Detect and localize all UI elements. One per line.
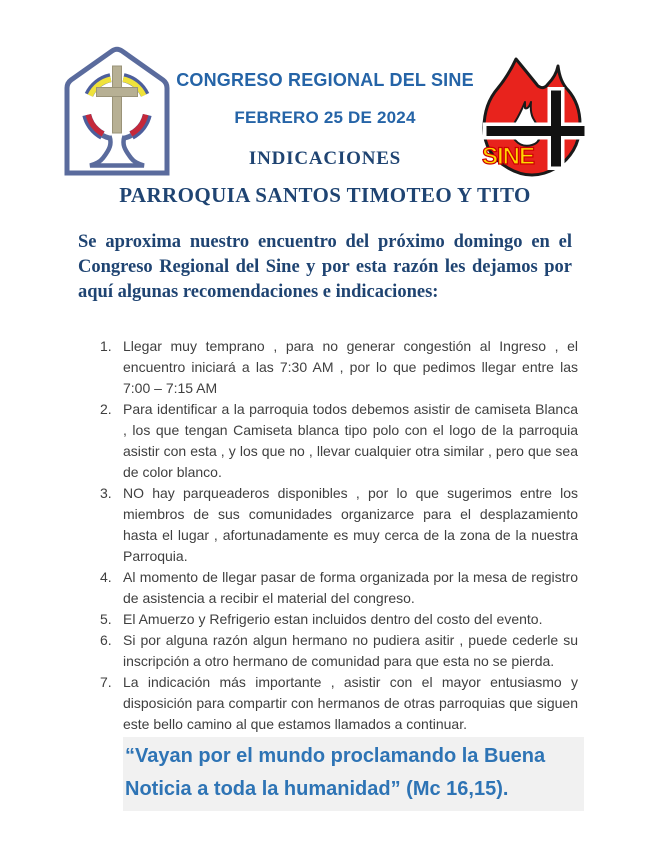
list-item (100, 399, 578, 483)
congress-title: CONGRESO REGIONAL DEL SINE (176, 70, 474, 90)
item-text: El Amuerzo y Refrigerio estan incluidos dentro del costo del evento. (123, 611, 543, 627)
item-text: Llegar muy temprano , para no generar congestión al Ingreso , el encuentro iniciará a las 7:30 AM , por lo que pedimos llegar entre las 7:00 – 7:15 AM (123, 338, 578, 396)
list-item (100, 483, 578, 567)
indications-list (100, 336, 578, 735)
item-number: 6. (100, 632, 112, 648)
document-header (0, 0, 650, 230)
list-item (100, 630, 578, 672)
item-number: 3. (100, 485, 112, 501)
sine-flame-logo-icon (474, 56, 590, 182)
item-text: Al momento de llegar pasar de forma organizada por la mesa de registro de asistencia a recibir el material del congreso. (123, 569, 578, 606)
list-item (100, 567, 578, 609)
list-item (100, 609, 578, 630)
item-number: 5. (100, 611, 112, 627)
item-number: 7. (100, 674, 112, 690)
item-text: Si por alguna razón algun hermano no pudiera asitir , puede cederle su inscripción a otro hermano de comunidad para que esta no se pierda. (123, 632, 578, 669)
parish-heading: PARROQUIA SANTOS TIMOTEO Y TITO (119, 183, 531, 207)
item-number: 2. (100, 401, 112, 417)
list-item (100, 672, 578, 735)
item-number: 1. (100, 338, 112, 354)
item-text: NO hay parqueaderos disponibles , por lo que sugerimos entre los miembros de sus comunidades organizarce para el desplazamiento hasta el lugar , afortunadamente es muy cerca de la zona de la nuestra Parroquia. (123, 485, 578, 564)
item-number: 4. (100, 569, 112, 585)
event-date: FEBRERO 25 DE 2024 (234, 108, 416, 127)
item-text: Para identificar a la parroquia todos debemos asistir de camiseta Blanca , los que tengan Camiseta blanca tipo polo con el logo de la parroquia asistir con esta , y los que no , llevar cualquier otra similar , pero que sea de color blanco. (123, 401, 578, 480)
item-text: La indicación más importante , asistir con el mayor entusiasmo y disposición para compartir con hermanos de otras parroquias que siguen este bello camino al que estamos llamados a continuar. (123, 674, 578, 732)
sine-wordmark: SINE (482, 143, 535, 170)
indications-heading: INDICACIONES (248, 148, 402, 169)
list-item (100, 336, 578, 399)
intro-paragraph: Se aproxima nuestro encuentro del próximo domingo en el Congreso Regional del Sine y por esta razón les dejamos por aquí algunas recomendaciones e indicaciones: (78, 232, 572, 302)
scripture-quote: “Vayan por el mundo proclamando la Buena Noticia a toda la humanidad” (Mc 16,15). (123, 737, 584, 811)
